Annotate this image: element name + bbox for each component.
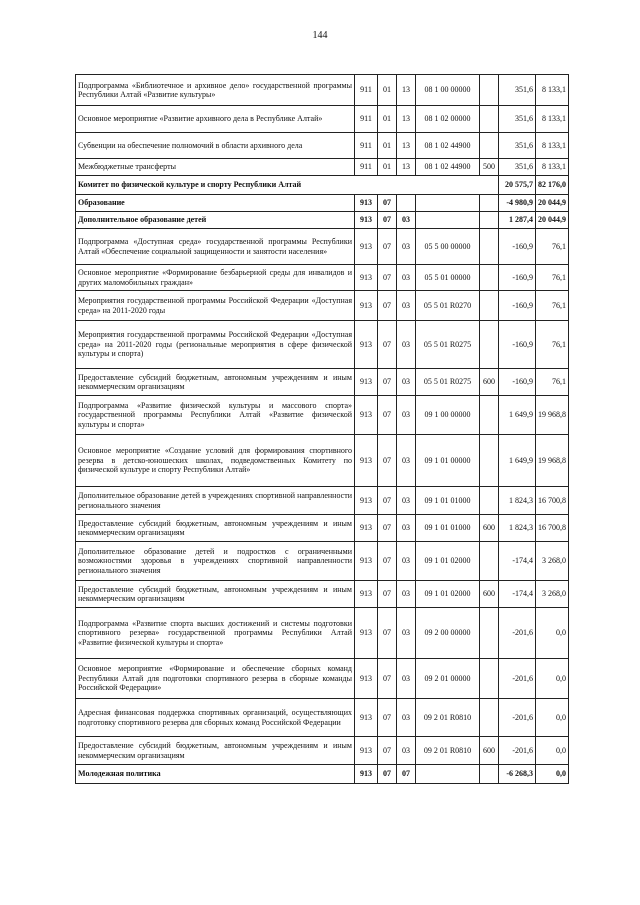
- section-code-cell: 07: [378, 396, 397, 435]
- admin-code-cell: 913: [355, 659, 378, 699]
- change-amount-cell: 1 287,4: [499, 212, 536, 229]
- subsection-code-cell: 03: [397, 435, 416, 487]
- target-article-cell: 05 5 01 R0275: [416, 321, 480, 369]
- change-amount-cell: 1 824,3: [499, 487, 536, 515]
- total-amount-cell: 16 700,8: [536, 515, 569, 542]
- change-amount-cell: -6 268,3: [499, 765, 536, 784]
- section-code-cell: 07: [378, 542, 397, 581]
- target-article-cell: 09 2 01 R0810: [416, 699, 480, 737]
- subsection-code-cell: [397, 195, 416, 212]
- change-amount-cell: 351,6: [499, 106, 536, 133]
- expense-type-cell: 500: [480, 159, 499, 176]
- admin-code-cell: 911: [355, 159, 378, 176]
- admin-code-cell: 913: [355, 396, 378, 435]
- row-name-cell: Подпрограмма «Доступная среда» государственной программы Республики Алтай «Обеспечение социальной защищенности и занятости населения»: [76, 229, 355, 265]
- change-amount-cell: -174,4: [499, 581, 536, 608]
- expense-type-cell: [480, 321, 499, 369]
- expense-type-cell: [480, 195, 499, 212]
- table-row: [76, 542, 569, 581]
- admin-code-cell: 913: [355, 435, 378, 487]
- admin-code-cell: 913: [355, 737, 378, 765]
- change-amount-cell: -174,4: [499, 542, 536, 581]
- subsection-code-cell: 03: [397, 265, 416, 291]
- table-row: [76, 369, 569, 396]
- row-name-cell: Субвенции на обеспечение полномочий в области архивного дела: [76, 133, 355, 159]
- table-row: [76, 659, 569, 699]
- expense-type-cell: [480, 396, 499, 435]
- change-amount-cell: -201,6: [499, 737, 536, 765]
- budget-table: [75, 74, 569, 784]
- row-name-cell: Основное мероприятие «Создание условий для формирования спортивного резерва в детско-юношеских школах, подведомственных Комитету по физической культуре и спорту Республики Алтай»: [76, 435, 355, 487]
- change-amount-cell: -160,9: [499, 229, 536, 265]
- expense-type-cell: [480, 291, 499, 321]
- expense-type-cell: [480, 659, 499, 699]
- table-body: [76, 75, 569, 784]
- admin-code-cell: 913: [355, 212, 378, 229]
- change-amount-cell: -201,6: [499, 659, 536, 699]
- subsection-code-cell: 13: [397, 159, 416, 176]
- section-code-cell: 07: [378, 195, 397, 212]
- admin-code-cell: 913: [355, 321, 378, 369]
- target-article-cell: 09 2 01 00000: [416, 659, 480, 699]
- table-row: [76, 176, 569, 195]
- table-row: [76, 487, 569, 515]
- total-amount-cell: 0,0: [536, 699, 569, 737]
- row-name-cell: Дополнительное образование детей и подростков с ограниченными возможностями здоровья в учреждениях спортивной направленности регионального значения: [76, 542, 355, 581]
- row-name-cell: Предоставление субсидий бюджетным, автономным учреждениям и иным некоммерческим организациям: [76, 515, 355, 542]
- section-code-cell: 01: [378, 133, 397, 159]
- total-amount-cell: 19 968,8: [536, 435, 569, 487]
- admin-code-cell: 911: [355, 75, 378, 106]
- subsection-code-cell: 07: [397, 765, 416, 784]
- subsection-code-cell: 03: [397, 212, 416, 229]
- subsection-code-cell: 03: [397, 699, 416, 737]
- row-name-cell: Подпрограмма «Развитие спорта высших достижений и системы подготовки спортивного резерва» государственной программы Республики Алтай «Развитие физической культуры и спорта»: [76, 608, 355, 659]
- subsection-code-cell: 03: [397, 581, 416, 608]
- expense-type-cell: [480, 435, 499, 487]
- row-name-cell: Предоставление субсидий бюджетным, автономным учреждениям и иным некоммерческим организациям: [76, 369, 355, 396]
- table-row: [76, 435, 569, 487]
- table-row: [76, 321, 569, 369]
- table-row: [76, 515, 569, 542]
- change-amount-cell: -201,6: [499, 608, 536, 659]
- target-article-cell: 05 5 01 R0275: [416, 369, 480, 396]
- total-amount-cell: 76,1: [536, 369, 569, 396]
- total-amount-cell: 19 968,8: [536, 396, 569, 435]
- table-row: [76, 212, 569, 229]
- table-row: [76, 737, 569, 765]
- subsection-code-cell: 13: [397, 75, 416, 106]
- table-row: [76, 195, 569, 212]
- total-amount-cell: 8 133,1: [536, 133, 569, 159]
- admin-code-cell: 913: [355, 195, 378, 212]
- subsection-code-cell: 03: [397, 487, 416, 515]
- section-code-cell: 07: [378, 229, 397, 265]
- admin-code-cell: 911: [355, 106, 378, 133]
- expense-type-cell: 600: [480, 515, 499, 542]
- expense-type-cell: [480, 229, 499, 265]
- change-amount-cell: 1 649,9: [499, 435, 536, 487]
- table-row: [76, 581, 569, 608]
- row-name-cell: Основное мероприятие «Развитие архивного дела в Республике Алтай»: [76, 106, 355, 133]
- table-row: [76, 765, 569, 784]
- expense-type-cell: 600: [480, 369, 499, 396]
- change-amount-cell: -160,9: [499, 265, 536, 291]
- admin-code-cell: 911: [355, 133, 378, 159]
- subsection-code-cell: 03: [397, 542, 416, 581]
- total-amount-cell: 82 176,0: [536, 176, 569, 195]
- row-name-cell: Предоставление субсидий бюджетным, автономным учреждениям и иным некоммерческим организациям: [76, 737, 355, 765]
- row-name-cell: Основное мероприятие «Формирование и обеспечение сборных команд Республики Алтай для подготовки спортивного резерва в сборные команды Российской Федерации»: [76, 659, 355, 699]
- total-amount-cell: 0,0: [536, 765, 569, 784]
- row-name-cell: Комитет по физической культуре и спорту Республики Алтай: [76, 176, 499, 195]
- change-amount-cell: 351,6: [499, 75, 536, 106]
- target-article-cell: 08 1 02 44900: [416, 159, 480, 176]
- change-amount-cell: 20 575,7: [499, 176, 536, 195]
- section-code-cell: 07: [378, 369, 397, 396]
- section-code-cell: 07: [378, 515, 397, 542]
- subsection-code-cell: 03: [397, 291, 416, 321]
- section-code-cell: 07: [378, 321, 397, 369]
- total-amount-cell: 76,1: [536, 291, 569, 321]
- subsection-code-cell: 03: [397, 321, 416, 369]
- subsection-code-cell: 03: [397, 229, 416, 265]
- target-article-cell: 05 5 00 00000: [416, 229, 480, 265]
- target-article-cell: 09 2 00 00000: [416, 608, 480, 659]
- target-article-cell: 05 5 01 00000: [416, 265, 480, 291]
- table-row: [76, 396, 569, 435]
- total-amount-cell: 20 044,9: [536, 212, 569, 229]
- target-article-cell: 08 1 02 00000: [416, 106, 480, 133]
- total-amount-cell: 0,0: [536, 608, 569, 659]
- section-code-cell: 07: [378, 608, 397, 659]
- expense-type-cell: [480, 265, 499, 291]
- section-code-cell: 07: [378, 487, 397, 515]
- admin-code-cell: 913: [355, 265, 378, 291]
- expense-type-cell: [480, 75, 499, 106]
- target-article-cell: [416, 212, 480, 229]
- subsection-code-cell: 03: [397, 659, 416, 699]
- target-article-cell: 09 1 01 01000: [416, 487, 480, 515]
- total-amount-cell: 8 133,1: [536, 159, 569, 176]
- change-amount-cell: -160,9: [499, 369, 536, 396]
- section-code-cell: 07: [378, 659, 397, 699]
- section-code-cell: 01: [378, 159, 397, 176]
- section-code-cell: 07: [378, 699, 397, 737]
- target-article-cell: 09 1 00 00000: [416, 396, 480, 435]
- row-name-cell: Дополнительное образование детей: [76, 212, 355, 229]
- admin-code-cell: 913: [355, 699, 378, 737]
- expense-type-cell: [480, 487, 499, 515]
- total-amount-cell: 0,0: [536, 659, 569, 699]
- section-code-cell: 07: [378, 265, 397, 291]
- expense-type-cell: [480, 608, 499, 659]
- admin-code-cell: 913: [355, 581, 378, 608]
- total-amount-cell: 8 133,1: [536, 75, 569, 106]
- expense-type-cell: [480, 106, 499, 133]
- table-row: [76, 133, 569, 159]
- expense-type-cell: [480, 542, 499, 581]
- subsection-code-cell: 03: [397, 369, 416, 396]
- row-name-cell: Мероприятия государственной программы Российской Федерации «Доступная среда» на 2011-2020 годы (региональные мероприятия в сфере физической культуры и спорта): [76, 321, 355, 369]
- row-name-cell: Подпрограмма «Развитие физической культуры и массового спорта» государственной программы Республики Алтай «Развитие физической культуры и спорта»: [76, 396, 355, 435]
- total-amount-cell: 76,1: [536, 229, 569, 265]
- change-amount-cell: 351,6: [499, 133, 536, 159]
- total-amount-cell: 76,1: [536, 321, 569, 369]
- admin-code-cell: 913: [355, 542, 378, 581]
- row-name-cell: Дополнительное образование детей в учреждениях спортивной направленности регионального значения: [76, 487, 355, 515]
- change-amount-cell: 351,6: [499, 159, 536, 176]
- target-article-cell: 09 2 01 R0810: [416, 737, 480, 765]
- target-article-cell: 09 1 01 01000: [416, 515, 480, 542]
- admin-code-cell: 913: [355, 608, 378, 659]
- admin-code-cell: 913: [355, 369, 378, 396]
- table-row: [76, 229, 569, 265]
- admin-code-cell: 913: [355, 765, 378, 784]
- expense-type-cell: [480, 133, 499, 159]
- section-code-cell: 07: [378, 737, 397, 765]
- total-amount-cell: 76,1: [536, 265, 569, 291]
- change-amount-cell: 1 824,3: [499, 515, 536, 542]
- section-code-cell: 07: [378, 291, 397, 321]
- expense-type-cell: 600: [480, 581, 499, 608]
- section-code-cell: 01: [378, 106, 397, 133]
- section-code-cell: 07: [378, 212, 397, 229]
- table-row: [76, 291, 569, 321]
- admin-code-cell: 913: [355, 515, 378, 542]
- expense-type-cell: [480, 765, 499, 784]
- total-amount-cell: 3 268,0: [536, 581, 569, 608]
- target-article-cell: 09 1 01 02000: [416, 542, 480, 581]
- change-amount-cell: -4 980,9: [499, 195, 536, 212]
- target-article-cell: 08 1 00 00000: [416, 75, 480, 106]
- subsection-code-cell: 03: [397, 396, 416, 435]
- change-amount-cell: -201,6: [499, 699, 536, 737]
- section-code-cell: 07: [378, 581, 397, 608]
- admin-code-cell: 913: [355, 229, 378, 265]
- change-amount-cell: -160,9: [499, 291, 536, 321]
- row-name-cell: Молодежная политика: [76, 765, 355, 784]
- expense-type-cell: 600: [480, 737, 499, 765]
- change-amount-cell: -160,9: [499, 321, 536, 369]
- table-row: [76, 159, 569, 176]
- expense-type-cell: [480, 699, 499, 737]
- target-article-cell: 08 1 02 44900: [416, 133, 480, 159]
- total-amount-cell: 8 133,1: [536, 106, 569, 133]
- change-amount-cell: 1 649,9: [499, 396, 536, 435]
- section-code-cell: 07: [378, 765, 397, 784]
- target-article-cell: [416, 195, 480, 212]
- row-name-cell: Подпрограмма «Библиотечное и архивное дело» государственной программы Республики Алтай «Развитие культуры»: [76, 75, 355, 106]
- subsection-code-cell: 03: [397, 737, 416, 765]
- table-row: [76, 75, 569, 106]
- row-name-cell: Межбюджетные трансферты: [76, 159, 355, 176]
- section-code-cell: 01: [378, 75, 397, 106]
- page-number: 144: [312, 30, 328, 41]
- total-amount-cell: 0,0: [536, 737, 569, 765]
- table-row: [76, 106, 569, 133]
- admin-code-cell: 913: [355, 487, 378, 515]
- subsection-code-cell: 03: [397, 608, 416, 659]
- subsection-code-cell: 03: [397, 515, 416, 542]
- section-code-cell: 07: [378, 435, 397, 487]
- row-name-cell: Предоставление субсидий бюджетным, автономным учреждениям и иным некоммерческим организациям: [76, 581, 355, 608]
- row-name-cell: Основное мероприятие «Формирование безбарьерной среды для инвалидов и других маломобильных граждан»: [76, 265, 355, 291]
- table-row: [76, 265, 569, 291]
- target-article-cell: 05 5 01 R0270: [416, 291, 480, 321]
- subsection-code-cell: 13: [397, 133, 416, 159]
- total-amount-cell: 16 700,8: [536, 487, 569, 515]
- row-name-cell: Образование: [76, 195, 355, 212]
- admin-code-cell: 913: [355, 291, 378, 321]
- table-row: [76, 608, 569, 659]
- target-article-cell: [416, 765, 480, 784]
- row-name-cell: Адресная финансовая поддержка спортивных организаций, осуществляющих подготовку спортивного резерва для сборных команд Российской Федерации: [76, 699, 355, 737]
- total-amount-cell: 20 044,9: [536, 195, 569, 212]
- subsection-code-cell: 13: [397, 106, 416, 133]
- target-article-cell: 09 1 01 02000: [416, 581, 480, 608]
- row-name-cell: Мероприятия государственной программы Российской Федерации «Доступная среда» на 2011-2020 годы: [76, 291, 355, 321]
- total-amount-cell: 3 268,0: [536, 542, 569, 581]
- target-article-cell: 09 1 01 00000: [416, 435, 480, 487]
- expense-type-cell: [480, 212, 499, 229]
- table-row: [76, 699, 569, 737]
